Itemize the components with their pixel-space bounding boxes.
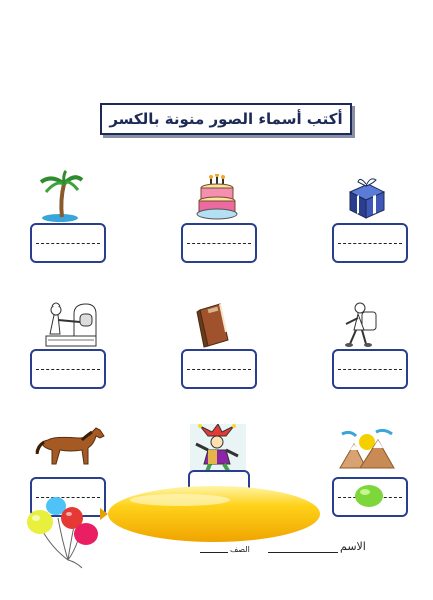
answer-box[interactable] bbox=[181, 223, 257, 263]
worksheet-title: أكتب أسماء الصور منونة بالكسر bbox=[109, 110, 343, 128]
name-label: الاسم bbox=[340, 540, 366, 553]
name-line[interactable] bbox=[268, 552, 338, 553]
birthday-cake-icon bbox=[196, 174, 238, 220]
dashed-line bbox=[36, 243, 100, 244]
answer-box[interactable] bbox=[332, 223, 408, 263]
dashed-line bbox=[187, 243, 251, 244]
palm-tree-icon bbox=[38, 170, 84, 222]
dashed-line bbox=[338, 369, 402, 370]
class-line[interactable] bbox=[200, 552, 228, 553]
title-box bbox=[100, 103, 352, 135]
yellow-balloon-icon bbox=[100, 482, 322, 546]
mountains-icon bbox=[338, 428, 396, 472]
answer-box[interactable] bbox=[181, 349, 257, 389]
oven-baker-icon bbox=[44, 300, 98, 350]
class-label: الصف bbox=[230, 545, 250, 554]
book-icon bbox=[196, 302, 232, 348]
answer-box[interactable] bbox=[332, 349, 408, 389]
dashed-line bbox=[187, 369, 251, 370]
balloons-bunch-icon bbox=[16, 496, 112, 570]
answer-box[interactable] bbox=[30, 223, 106, 263]
dashed-line bbox=[338, 243, 402, 244]
hiker-icon bbox=[340, 300, 386, 350]
gift-box-icon bbox=[346, 176, 386, 220]
answer-box[interactable] bbox=[30, 349, 106, 389]
horse-icon bbox=[34, 426, 108, 470]
dashed-line bbox=[36, 369, 100, 370]
green-balloon-icon bbox=[352, 483, 386, 511]
